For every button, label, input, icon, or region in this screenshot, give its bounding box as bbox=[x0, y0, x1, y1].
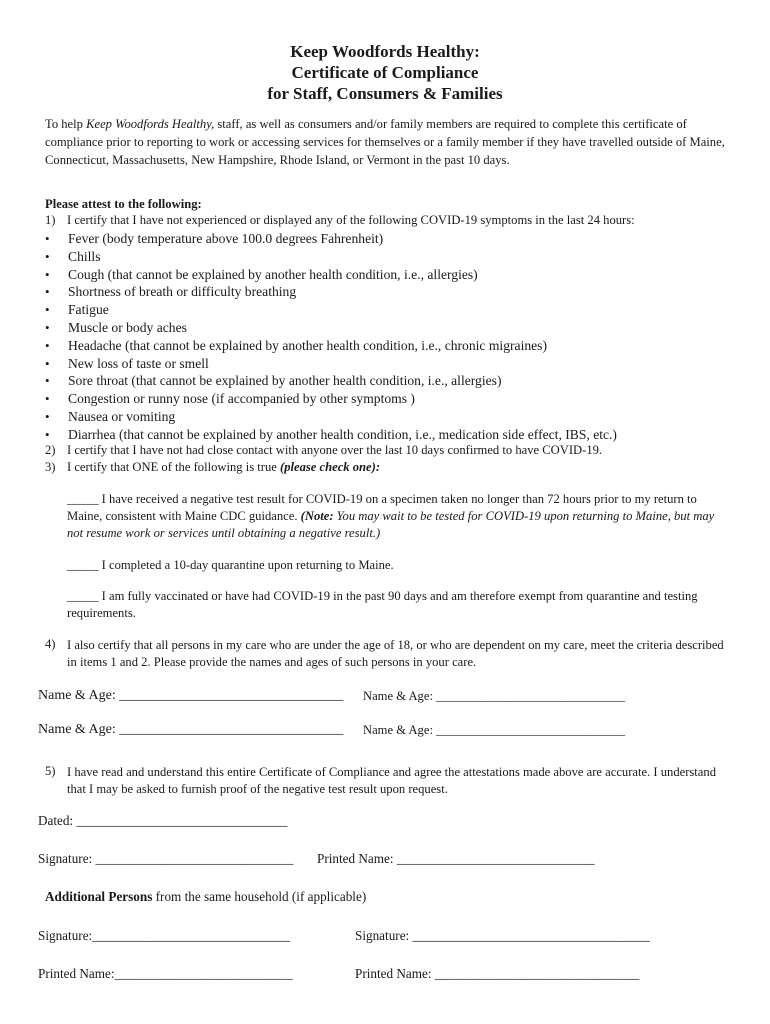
name-age-field-4[interactable]: Name & Age: ______________________________ bbox=[363, 723, 626, 737]
option-vaccinated[interactable]: _____ I am fully vaccinated or have had COVID-19 in the past 90 days and am therefore exempt from quarantine and testing requirements. bbox=[67, 589, 698, 620]
item-3-number: 3) bbox=[45, 460, 56, 474]
title-line-2: Certificate of Compliance bbox=[291, 63, 479, 82]
item-5-text: I have read and understand this entire Certificate of Compliance and agree the attestations made above are accurate. I understand that I may be asked to furnish proof of the negative test result upon request. bbox=[67, 765, 716, 796]
item-2-number: 2) bbox=[45, 443, 56, 457]
additional-signature-right[interactable]: Signature: ____________________________________ bbox=[355, 928, 650, 943]
additional-persons-bold: Additional Persons bbox=[45, 889, 153, 904]
symptom-item: • Fatigue bbox=[44, 301, 617, 319]
item-3-text bbox=[67, 460, 380, 475]
item-3-emphasis: (please check one): bbox=[280, 460, 381, 474]
symptom-item: • Cough (that cannot be explained by another health condition, i.e., allergies) bbox=[44, 266, 617, 284]
item-1-text: I certify that I have not experienced or displayed any of the following COVID-19 symptoms in the last 24 hours: bbox=[67, 213, 635, 227]
symptom-item: • Fever (body temperature above 100.0 degrees Fahrenheit) bbox=[44, 230, 617, 248]
intro-paragraph bbox=[45, 115, 735, 169]
item-5-number: 5) bbox=[45, 764, 56, 778]
symptom-item: • Headache (that cannot be explained by another health condition, i.e., chronic migraines) bbox=[44, 337, 617, 355]
printed-name-field[interactable]: Printed Name: ______________________________ bbox=[317, 851, 595, 866]
additional-signature-left[interactable]: Signature:______________________________ bbox=[38, 928, 291, 943]
name-age-field-1[interactable]: Name & Age: ________________________________ bbox=[38, 688, 344, 703]
title-line-1: Keep Woodfords Healthy: bbox=[290, 42, 480, 61]
signature-field[interactable]: Signature: ______________________________ bbox=[38, 851, 294, 866]
symptom-item: • New loss of taste or smell bbox=[44, 355, 617, 373]
symptom-item: • Muscle or body aches bbox=[44, 319, 617, 337]
option-quarantine[interactable]: _____ I completed a 10-day quarantine upon returning to Maine. bbox=[67, 558, 394, 572]
item-1-number: 1) bbox=[45, 213, 56, 227]
option-a-note-label: (Note: bbox=[300, 509, 334, 523]
additional-persons-heading bbox=[45, 889, 366, 905]
option-negative-test[interactable] bbox=[67, 491, 727, 542]
symptom-list bbox=[44, 230, 617, 444]
title-line-3: for Staff, Consumers & Families bbox=[267, 84, 503, 103]
additional-persons-rest: from the same household (if applicable) bbox=[152, 889, 367, 904]
item-3-statement: I certify that ONE of the following is true bbox=[67, 460, 280, 474]
name-age-field-3[interactable]: Name & Age: ________________________________ bbox=[38, 722, 344, 737]
item-4-number: 4) bbox=[45, 637, 56, 651]
item-2-text: I certify that I have not had close contact with anyone over the last 10 days confirmed to have COVID-19. bbox=[67, 443, 603, 457]
additional-printed-name-right[interactable]: Printed Name: _______________________________ bbox=[355, 966, 640, 981]
intro-italic: Keep Woodfords Healthy, bbox=[86, 117, 215, 131]
attest-heading: Please attest to the following: bbox=[45, 197, 202, 211]
symptom-item: • Nausea or vomiting bbox=[44, 408, 617, 426]
dated-field[interactable]: Dated: ________________________________ bbox=[38, 813, 288, 828]
additional-printed-name-left[interactable]: Printed Name:___________________________ bbox=[38, 966, 293, 981]
option-a-note: You may wait to be tested for COVID-19 upon returning to Maine, but may not resume work or services until obtaining a negative result.) bbox=[67, 509, 715, 540]
symptom-item: • Chills bbox=[44, 248, 617, 266]
intro-prefix: To help bbox=[45, 117, 87, 131]
name-age-field-2[interactable]: Name & Age: ______________________________ bbox=[363, 689, 626, 703]
symptom-item: • Shortness of breath or difficulty breathing bbox=[44, 283, 617, 301]
symptom-item: • Sore throat (that cannot be explained by another health condition, i.e., allergies) bbox=[44, 372, 617, 390]
symptom-item: • Congestion or runny nose (if accompanied by other symptoms ) bbox=[44, 390, 617, 408]
intro-text: staff, as well as consumers and/or family members are required to complete this certificate of compliance prior to reporting to work or accessing services for themselves or a family member if they have travelled outside of Maine, Connecticut, Massachusetts, New Hampshire, Rhode Island, or Vermont in the past 10 days. bbox=[45, 117, 725, 167]
item-4-text: I also certify that all persons in my care who are under the age of 18, or who are dependent on my care, meet the criteria described in items 1 and 2. Please provide the names and ages of such persons in your care. bbox=[67, 638, 724, 669]
option-a-text: _____ I have received a negative test result for COVID-19 on a specimen taken no longer than 72 hours prior to my return to Maine, consistent with Maine CDC guidance. bbox=[67, 492, 697, 523]
symptom-item: • Diarrhea (that cannot be explained by another health condition, i.e., medication side effect, IBS, etc.) bbox=[44, 426, 617, 444]
